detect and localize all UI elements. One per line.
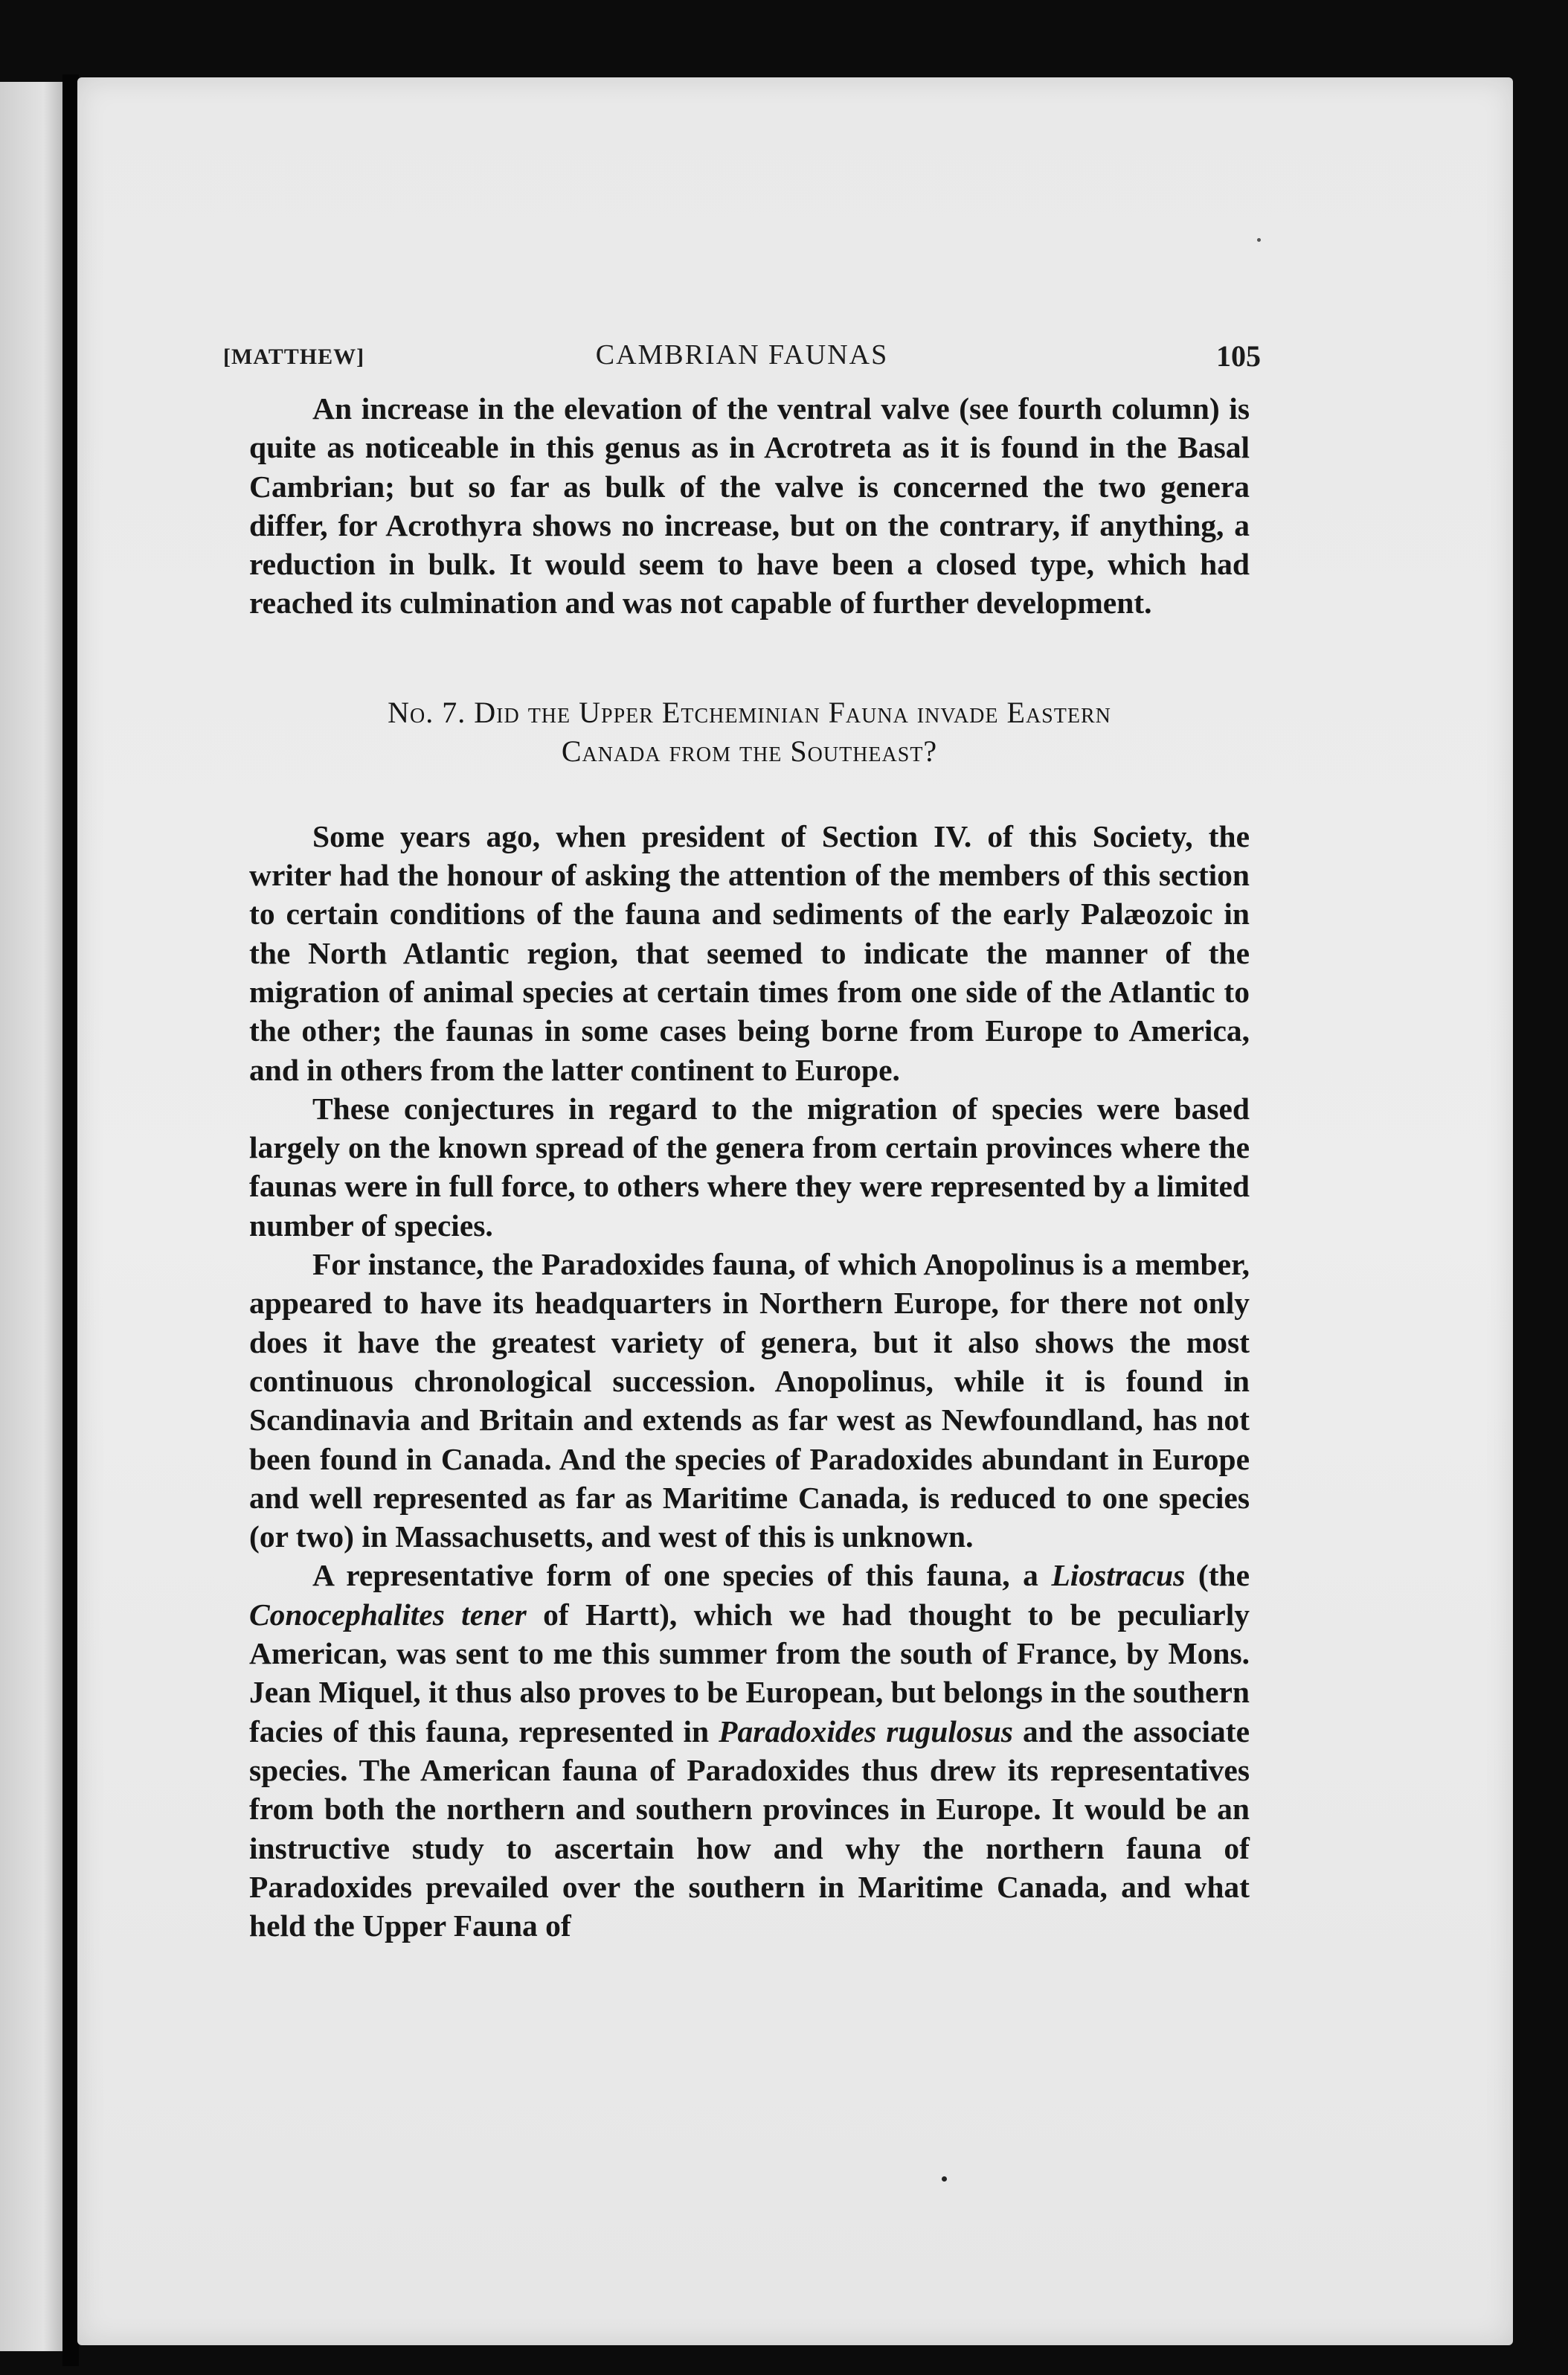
italic-taxon: Paradoxides rugulosus (719, 1714, 1013, 1749)
page-speck (1257, 238, 1261, 242)
paragraph: Some years ago, when president of Section IV. of this Society, the writer had the honour of asking the attention of the members of this section to certain conditions of the fauna and sediments of the early Palæozoic in the North Atlantic region, that seemed to indicate the manner of the migration of animal species at certain times from one side of the Atlantic to the other; the faunas in some cases being borne from Europe to America, and in others from the latter continent to Europe. (249, 818, 1250, 1087)
section-heading (249, 693, 1250, 771)
paragraph: For instance, the Paradoxides fauna, of which Anopolinus is a member, appeared to have its headquarters in Northern Europe, for there not only does it have the greatest variety of genera, but it also shows the most continuous chronological succession. Anopolinus, while it is found in Scandinavia and Britain and extends as far west as Newfoundland, has not been found in Canada. And the species of Paradoxides abundant in Europe and well represented as far as Maritime Canada, is reduced to one species (or two) in Massachusetts, and west of this is unknown. (249, 1247, 1250, 1554)
text-run: and the associate species. The American fauna of Paradoxides thus drew its representatives from both the northern and southern provinces in Europe. It would be an instructive study to ascertain how and why the northern fauna of Paradoxides prevailed over the southern in Maritime Canada, and what held the Upper Fauna of (249, 1714, 1250, 1943)
running-head (223, 339, 1261, 383)
text-run: (the (1185, 1558, 1250, 1593)
adjacent-page-edge (0, 82, 62, 2351)
section-heading-line-1: No. 7. Did the Upper Etcheminian Fauna invade Eastern (388, 695, 1111, 729)
italic-taxon: Conocephalites tener (249, 1597, 527, 1632)
paragraph: An increase in the elevation of the ventral valve (see fourth column) is quite as noticeable in this genus as in Acrotreta as it is found in the Basal Cambrian; but so far as bulk of the valve is concerned the two genera differ, for Acrothyra shows no increase, but on the contrary, if anything, a reduction in bulk. It would seem to have been a closed type, which had reached its culmination and was not capable of further development. (249, 391, 1250, 621)
body-text (249, 389, 1250, 1945)
page-number: 105 (1216, 339, 1261, 373)
text-run: of Hartt), which we had thought to be peculiarly American, was sent to me this summer from the south of France, by Mons. Jean Miquel, it thus also proves to be European, but belongs in the southern facies of this fauna, represented in (249, 1597, 1250, 1749)
book-gutter (62, 74, 79, 2366)
page-speck (942, 2176, 947, 2182)
italic-taxon: Liostracus (1051, 1558, 1186, 1593)
page-title: CAMBRIAN FAUNAS (595, 339, 889, 371)
paragraph-last (249, 1556, 1250, 1945)
text-run: A representative form of one species of this fauna, a (312, 1558, 1052, 1593)
paragraph: These conjectures in regard to the migration of species were based largely on the known spread of the genera from certain provinces where the faunas were in full force, to others where they were represented by a limited number of species. (249, 1091, 1250, 1243)
author-running-head: [MATTHEW] (223, 344, 365, 369)
section-heading-line-2: Canada from the Southeast? (561, 734, 938, 768)
